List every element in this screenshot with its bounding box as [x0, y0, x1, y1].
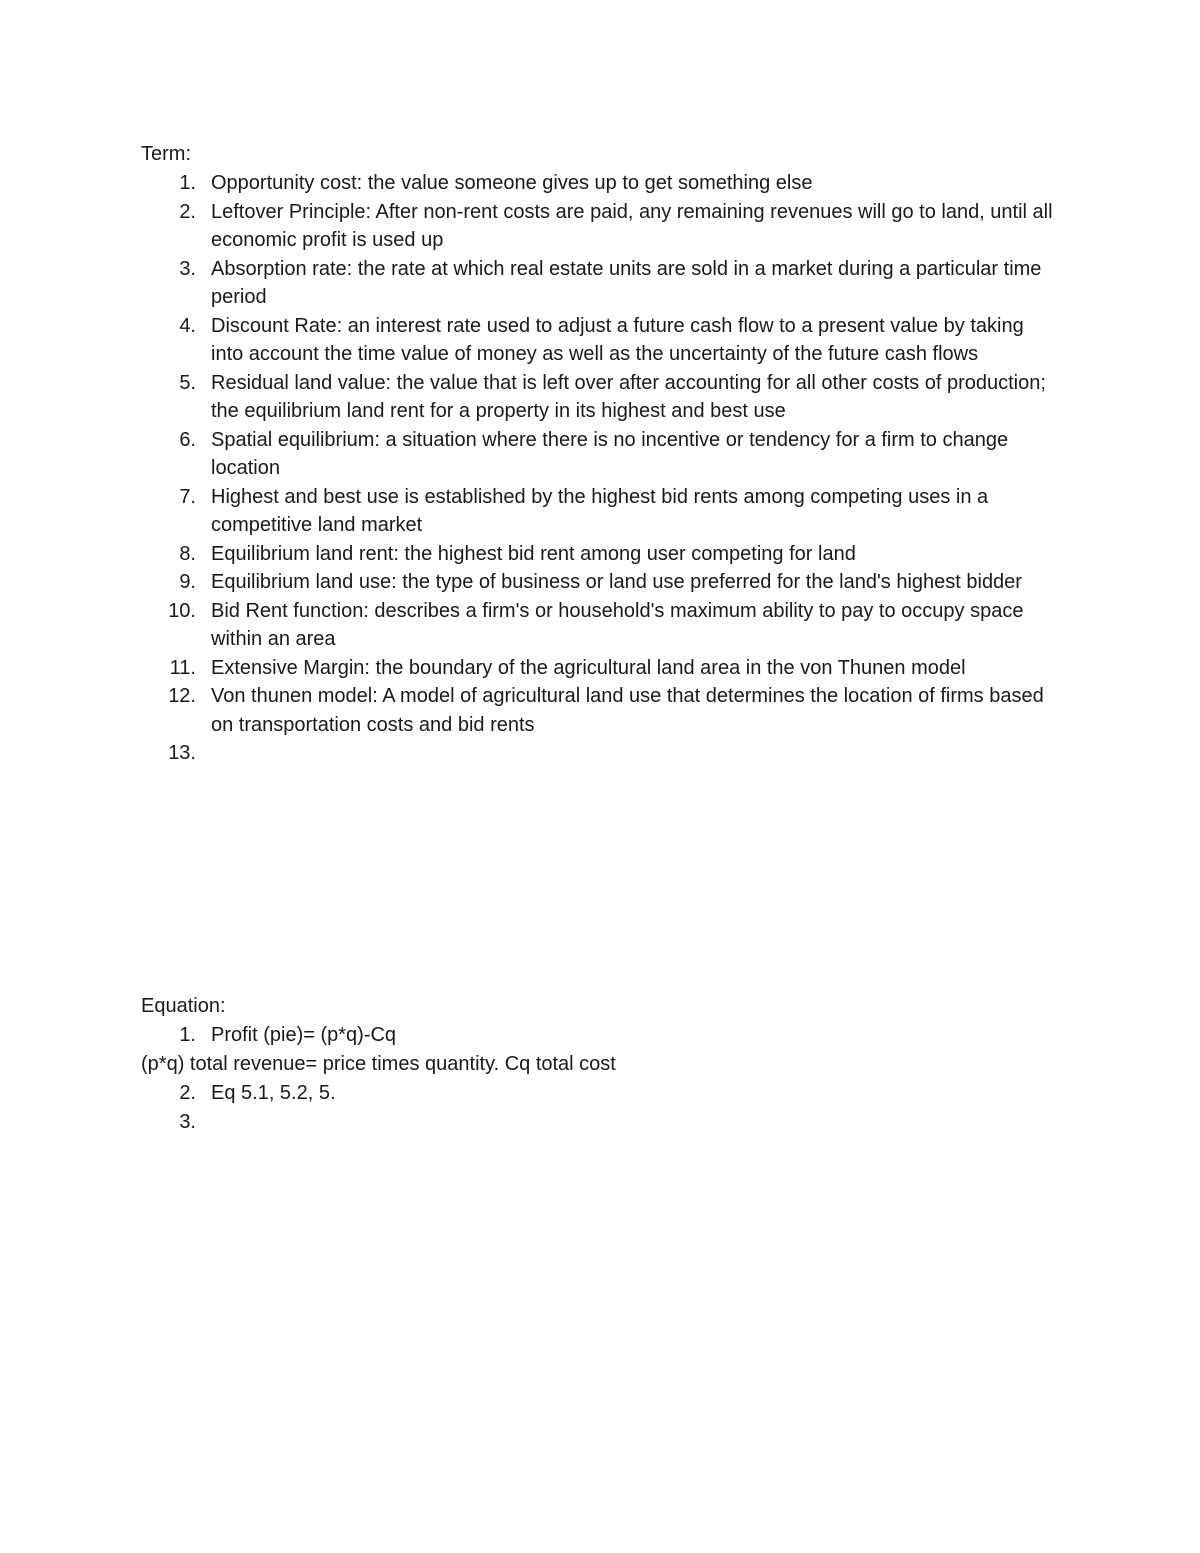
equation-note: (p*q) total revenue= price times quantity. Cq total cost — [141, 1053, 616, 1075]
list-item — [0, 255, 1056, 312]
list-item — [0, 483, 1056, 540]
list-text: Extensive Margin: the boundary of the agricultural land area in the von Thunen model — [211, 656, 966, 679]
list-number: 3. — [179, 1110, 196, 1133]
list-item — [0, 1021, 1056, 1050]
equation-heading: Equation: — [141, 995, 226, 1017]
term-heading: Term: — [141, 143, 191, 165]
term-list — [0, 169, 1200, 764]
list-text: Profit (pie)= (p*q)-Cq — [211, 1024, 397, 1046]
list-number: 2. — [179, 1082, 196, 1104]
list-number: 1. — [179, 1024, 196, 1046]
list-item — [0, 540, 1056, 569]
list-text: Equilibrium land rent: the highest bid rent among user competing for land — [211, 542, 856, 565]
list-item — [0, 568, 1056, 597]
list-item — [0, 169, 1056, 198]
list-text: Residual land value: the value that is left over after accounting for all other costs of production; the equilibrium land rent for a property in its highest and best use — [211, 371, 1046, 422]
list-number: 2. — [179, 200, 196, 223]
list-item — [0, 1079, 1056, 1108]
list-number: 1. — [179, 172, 196, 194]
list-text: Spatial equilibrium: a situation where there is no incentive or tendency for a firm to change location — [211, 428, 1009, 479]
equation-list-continued — [0, 1079, 1200, 1133]
list-item — [0, 682, 1056, 739]
list-item — [0, 312, 1056, 369]
list-text: Von thunen model: A model of agricultural land use that determines the location of firms based on transportation costs and bid rents — [211, 685, 1044, 736]
list-number: 6. — [179, 428, 196, 451]
list-text: Bid Rent function: describes a firm's or household's maximum ability to pay to occupy space within an area — [211, 599, 1024, 650]
list-item — [0, 426, 1056, 483]
list-item — [0, 597, 1056, 654]
list-text: Eq 5.1, 5.2, 5. — [211, 1082, 336, 1104]
list-number: 13. — [168, 742, 196, 764]
list-item — [0, 654, 1056, 683]
list-text: Opportunity cost: the value someone gives up to get something else — [211, 172, 813, 194]
list-text: Leftover Principle: After non-rent costs are paid, any remaining revenues will go to land, until all economic profit is used up — [211, 200, 1053, 251]
list-item — [0, 198, 1056, 255]
list-number: 5. — [179, 371, 196, 394]
list-text: Equilibrium land use: the type of business or land use preferred for the land's highest bidder — [211, 571, 1022, 593]
list-item — [0, 369, 1056, 426]
list-number: 7. — [179, 485, 196, 508]
list-number: 9. — [179, 571, 196, 593]
list-number: 11. — [169, 656, 196, 679]
list-number: 10. — [168, 599, 196, 622]
list-text: Absorption rate: the rate at which real estate units are sold in a market during a particular time period — [211, 257, 1042, 308]
list-number: 4. — [179, 314, 196, 337]
list-number: 12. — [168, 685, 196, 707]
list-text: Highest and best use is established by the highest bid rents among competing uses in a competitive land market — [211, 485, 989, 536]
list-number: 8. — [179, 542, 196, 565]
equation-list — [0, 1021, 1200, 1050]
list-number: 3. — [179, 257, 196, 280]
list-text: Discount Rate: an interest rate used to adjust a future cash flow to a present value by taking into account the time value of money as well as the uncertainty of the future cash flows — [211, 314, 1024, 365]
